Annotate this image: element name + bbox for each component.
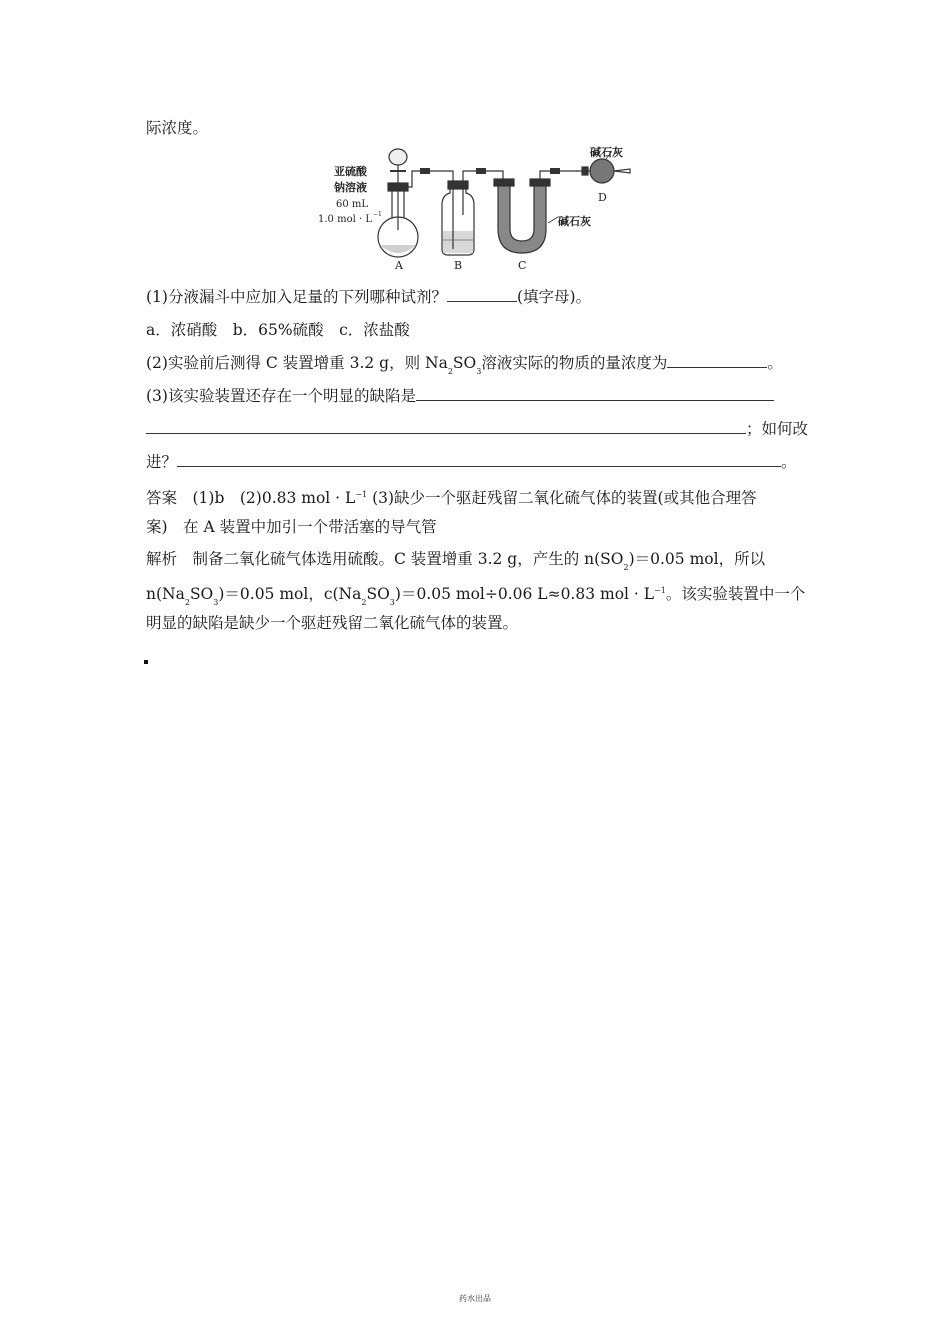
clamp-3 <box>550 168 560 174</box>
question-3-mid: ；如何改 <box>746 420 809 438</box>
question-1 <box>146 287 806 307</box>
intro-text: 际浓度。 <box>146 119 209 137</box>
analysis-l2-sub-b: 3 <box>213 598 219 607</box>
question-3-line-1 <box>146 386 806 406</box>
question-3-line-3 <box>146 452 806 472</box>
question-1-tail: (填字母)。 <box>516 288 592 306</box>
analysis-l2-a: n(Na <box>146 585 185 603</box>
subscript-3: 3 <box>476 367 482 376</box>
analysis-l2-f: 。该实验装置中一个 <box>665 585 806 603</box>
label-d: D <box>598 191 607 204</box>
question-3-end: 。 <box>781 453 797 471</box>
question-2-end: 。 <box>767 354 783 372</box>
label-c: C <box>518 259 527 272</box>
question-1-text: (1)分液漏斗中应加入足量的下列哪种试剂？ <box>146 288 447 306</box>
answer-pre: 答案 (1)b (2)0.83 mol · L <box>146 489 356 507</box>
apparatus-figure <box>318 145 638 275</box>
drying-tube-d <box>576 159 630 183</box>
analysis-l2-b: SO <box>189 585 214 603</box>
label-solution-2: 钠溶液 <box>334 181 367 194</box>
clamp-2 <box>476 168 486 174</box>
clamp-1 <box>420 168 430 174</box>
question-2-so: SO <box>452 354 477 372</box>
label-soda-lime-top: 碱石灰 <box>590 146 623 159</box>
analysis-line-2 <box>146 581 806 613</box>
analysis-l2-c: )＝0.05 mol，c(Na <box>218 585 362 603</box>
answer-blank-3b[interactable] <box>146 419 746 434</box>
answer-line-2: 案) 在 A 装置中加引一个带活塞的导气管 <box>146 518 437 536</box>
label-solution-1: 亚硫酸 <box>334 165 367 178</box>
label-b: B <box>454 259 463 272</box>
analysis-l1-pre: 解析 制备二氧化硫气体选用硫酸。C 装置增重 3.2 g，产生的 n(SO <box>146 550 624 568</box>
question-2-pre: (2)实验前后测得 C 装置增重 3.2 g，则 Na <box>146 354 448 372</box>
answer-blank-3a[interactable] <box>416 386 774 401</box>
analysis-line-3: 明显的缺陷是缺少一个驱赶残留二氧化硫气体的装置。 <box>146 614 519 632</box>
analysis-l2-sub-d: 3 <box>389 598 395 607</box>
analysis-l2-d: SO <box>366 585 390 603</box>
analysis-l2-sub-a: 2 <box>184 598 190 607</box>
label-solution-4: 1.0 mol · L <box>318 214 372 225</box>
analysis-l2-e: )＝0.05 mol÷0.06 L≈0.83 mol · L <box>394 585 655 603</box>
page-footer: 药水出品 <box>459 1294 491 1303</box>
u-tube-c <box>494 171 578 253</box>
label-a: A <box>395 259 403 272</box>
answer-sup: −1 <box>355 490 368 499</box>
analysis-l2-sup: −1 <box>654 586 666 595</box>
answer-blank-1[interactable] <box>447 287 517 302</box>
apparatus-diagram <box>318 145 638 275</box>
label-solution-sup: −1 <box>373 211 382 218</box>
subscript-2: 2 <box>447 367 453 376</box>
options-line: a．浓硝酸 b．65%硫酸 c．浓盐酸 <box>146 321 410 339</box>
question-2 <box>146 353 806 382</box>
analysis-l2-sub-c: 2 <box>361 598 367 607</box>
question-3-line-2 <box>146 419 809 439</box>
question-3-pre: (3)该实验装置还存在一个明显的缺陷是 <box>146 387 416 405</box>
question-2-post: 溶液实际的物质的量浓度为 <box>481 354 668 372</box>
label-solution-3: 60 mL <box>336 199 369 210</box>
end-marker <box>144 660 148 664</box>
label-soda-lime-side: 碱石灰 <box>558 215 591 228</box>
analysis-line-1 <box>146 549 806 578</box>
answer-blank-3c[interactable] <box>177 452 781 467</box>
answer-post: (3)缺少一个驱赶残留二氧化硫气体的装置(或其他合理答 <box>367 489 757 507</box>
analysis-l1-post: )＝0.05 mol，所以 <box>628 550 766 568</box>
answer-line-1 <box>146 485 806 508</box>
question-3-pre2: 进？ <box>146 453 178 471</box>
answer-blank-2[interactable] <box>667 353 767 368</box>
analysis-l1-sub: 2 <box>623 563 629 572</box>
